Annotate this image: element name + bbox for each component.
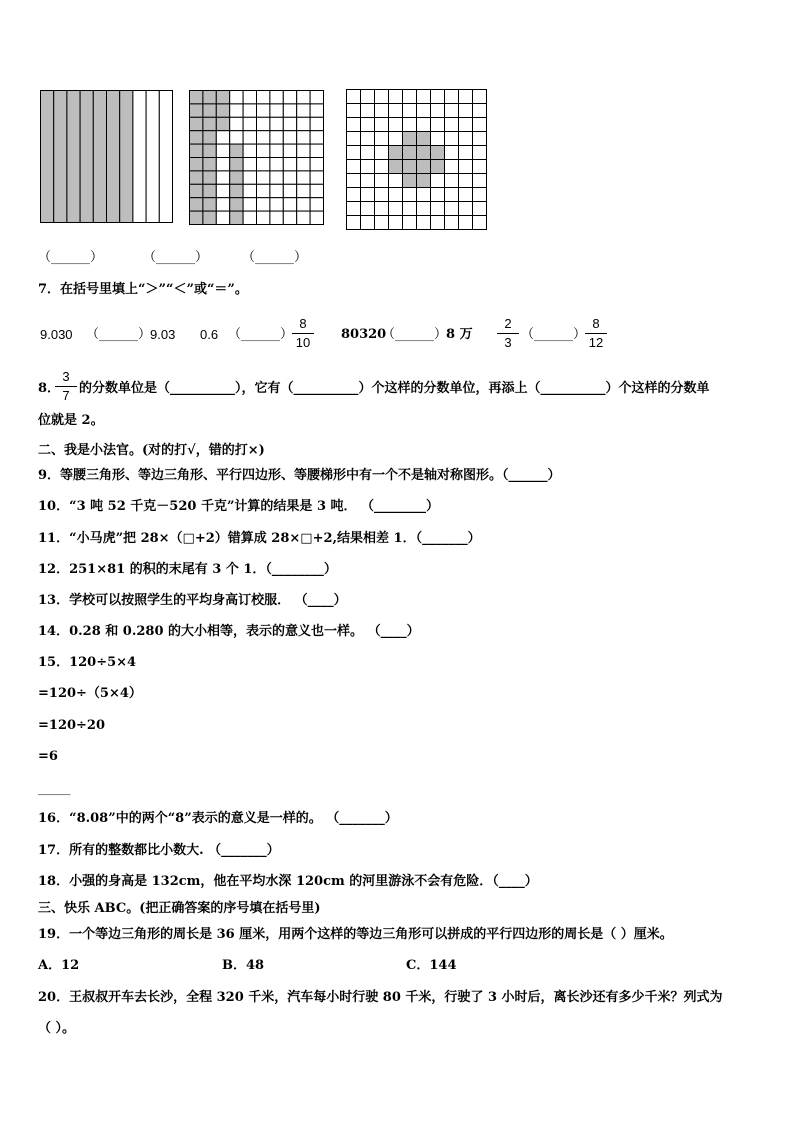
q7-d-denominator-1: 3 bbox=[504, 335, 512, 350]
q7-d-fraction-left bbox=[497, 316, 519, 351]
grid-cell bbox=[347, 104, 361, 118]
grid-cell bbox=[403, 188, 417, 202]
grid-cell bbox=[243, 91, 256, 104]
shaded-cell bbox=[216, 91, 229, 104]
shaded-cell bbox=[190, 131, 203, 144]
grid-cell bbox=[375, 188, 389, 202]
shaded-cell bbox=[190, 184, 203, 197]
shaded-cell bbox=[389, 160, 403, 174]
shaded-cell bbox=[203, 131, 216, 144]
grid-cell bbox=[216, 158, 229, 171]
grid-cell bbox=[216, 171, 229, 184]
grid-cell bbox=[389, 118, 403, 132]
shaded-cell bbox=[203, 184, 216, 197]
grid-cell bbox=[473, 90, 487, 104]
question-15-line-4: =6 bbox=[38, 749, 58, 764]
grid-cell bbox=[257, 144, 270, 157]
grid-cell bbox=[389, 174, 403, 188]
grid-cell bbox=[403, 90, 417, 104]
grid-cell bbox=[283, 91, 296, 104]
grid-cell bbox=[445, 118, 459, 132]
grid-figure-l-shape bbox=[189, 90, 325, 226]
q7-c-blank[interactable]: （______） bbox=[382, 327, 448, 342]
shaded-strip bbox=[41, 91, 54, 223]
shaded-strip bbox=[54, 91, 67, 223]
grid-cell bbox=[270, 91, 283, 104]
grid-cell bbox=[243, 211, 256, 224]
grid-cell bbox=[417, 118, 431, 132]
grid-cell bbox=[347, 132, 361, 146]
grid-cell bbox=[473, 118, 487, 132]
question-20-line-1: 20．王叔叔开车去长沙，全程 320 千米，汽车每小时行驶 80 千米，行驶了 3 小时后，离长沙还有多少千米？列式为 bbox=[38, 990, 723, 1005]
q7-d-numerator-2: 8 bbox=[592, 316, 600, 331]
q8-fraction bbox=[55, 369, 77, 404]
shaded-cell bbox=[403, 132, 417, 146]
grid-cell bbox=[445, 216, 459, 230]
question-15-line-3: =120÷20 bbox=[38, 718, 106, 733]
grid-cell bbox=[310, 91, 323, 104]
grid-cell bbox=[283, 117, 296, 130]
grid-cell bbox=[283, 104, 296, 117]
grid-cell bbox=[310, 158, 323, 171]
shaded-cell bbox=[203, 104, 216, 117]
shaded-cell bbox=[190, 104, 203, 117]
empty-strip bbox=[159, 91, 172, 223]
q8-numerator: 3 bbox=[62, 369, 70, 384]
shaded-cell bbox=[203, 144, 216, 157]
shaded-strip bbox=[120, 91, 133, 223]
grid-cell bbox=[361, 188, 375, 202]
grid-cell bbox=[347, 90, 361, 104]
shaded-cell bbox=[417, 132, 431, 146]
grid-cell bbox=[297, 171, 310, 184]
grid-cell bbox=[403, 216, 417, 230]
grid-cell bbox=[445, 202, 459, 216]
question-16: 16．“8.08”中的两个“8”表示的意义是一样的。 （_______） bbox=[38, 811, 398, 826]
grid-cell bbox=[257, 117, 270, 130]
empty-strip bbox=[133, 91, 146, 223]
grid-cell bbox=[310, 144, 323, 157]
grid-cell bbox=[445, 188, 459, 202]
grid-cell bbox=[297, 211, 310, 224]
grid-cell bbox=[473, 160, 487, 174]
grid-cell bbox=[459, 160, 473, 174]
grid-cell bbox=[243, 144, 256, 157]
grid-cell bbox=[283, 158, 296, 171]
grid-cell bbox=[459, 202, 473, 216]
grid-cell bbox=[310, 198, 323, 211]
grid-cell bbox=[431, 202, 445, 216]
q7-d-blank[interactable]: （______） bbox=[521, 327, 587, 342]
q7-b-denominator: 10 bbox=[295, 335, 311, 350]
shaded-cell bbox=[190, 211, 203, 224]
q7-b-blank[interactable]: （______） bbox=[228, 327, 294, 342]
grid-cell bbox=[283, 184, 296, 197]
figure-2-answer-blank[interactable]: （______） bbox=[143, 250, 209, 265]
grid-cell bbox=[310, 104, 323, 117]
grid-cell bbox=[375, 146, 389, 160]
shaded-cell bbox=[417, 160, 431, 174]
q19-option-b[interactable]: B．48 bbox=[222, 958, 265, 973]
grid-cell bbox=[257, 198, 270, 211]
shaded-cell bbox=[190, 144, 203, 157]
grid-cell bbox=[216, 144, 229, 157]
question-18: 18．小强的身高是 132cm，他在平均水深 120cm 的河里游泳不会有危险．（____） bbox=[38, 874, 538, 889]
shaded-cell bbox=[230, 211, 243, 224]
question-15-answer-blank[interactable]: _____ bbox=[38, 781, 71, 796]
q7-d-fraction-right bbox=[585, 316, 607, 351]
grid-cell bbox=[375, 202, 389, 216]
shaded-cell bbox=[230, 184, 243, 197]
grid-cell bbox=[257, 171, 270, 184]
grid-cell bbox=[310, 184, 323, 197]
grid-cell bbox=[257, 104, 270, 117]
shaded-strip bbox=[80, 91, 93, 223]
shaded-cell bbox=[203, 198, 216, 211]
grid-cell bbox=[297, 131, 310, 144]
grid-cell bbox=[270, 131, 283, 144]
grid-cell bbox=[270, 158, 283, 171]
grid-cell bbox=[257, 184, 270, 197]
q8-label: 8． bbox=[38, 381, 61, 396]
q7-c-left: 80320 bbox=[341, 327, 387, 342]
grid-cell bbox=[375, 160, 389, 174]
grid-cell bbox=[375, 90, 389, 104]
grid-cell bbox=[459, 146, 473, 160]
grid-cell bbox=[431, 118, 445, 132]
q7-d-numerator-1: 2 bbox=[504, 316, 512, 331]
grid-cell bbox=[417, 90, 431, 104]
grid-cell bbox=[283, 198, 296, 211]
grid-cell bbox=[361, 202, 375, 216]
grid-cell bbox=[243, 131, 256, 144]
shaded-cell bbox=[203, 117, 216, 130]
question-9: 9．等腰三角形、等边三角形、平行四边形、等腰梯形中有一个不是轴对称图形。（______） bbox=[38, 468, 561, 483]
grid-cell bbox=[431, 188, 445, 202]
grid-cell bbox=[283, 211, 296, 224]
section-3-heading: 三、快乐 ABC。(把正确答案的序号填在括号里) bbox=[38, 901, 321, 916]
grid-cell bbox=[216, 131, 229, 144]
shaded-cell bbox=[230, 198, 243, 211]
grid-cell bbox=[243, 158, 256, 171]
q8-denominator: 7 bbox=[62, 388, 70, 403]
q7-a-blank[interactable]: （______） bbox=[86, 327, 152, 342]
grid-cell bbox=[403, 202, 417, 216]
grid-cell bbox=[297, 144, 310, 157]
shaded-cell bbox=[216, 104, 229, 117]
grid-cell bbox=[445, 146, 459, 160]
grid-cell bbox=[473, 188, 487, 202]
grid-cell bbox=[375, 104, 389, 118]
figure-3-answer-blank[interactable]: （______） bbox=[242, 250, 308, 265]
grid-cell bbox=[297, 158, 310, 171]
grid-cell bbox=[361, 104, 375, 118]
q7-b-numerator: 8 bbox=[299, 316, 307, 331]
grid-cell bbox=[459, 104, 473, 118]
grid-cell bbox=[310, 211, 323, 224]
grid-cell bbox=[270, 211, 283, 224]
grid-cell bbox=[257, 211, 270, 224]
grid-cell bbox=[361, 146, 375, 160]
grid-cell bbox=[473, 174, 487, 188]
grid-cell bbox=[297, 104, 310, 117]
question-13: 13．学校可以按照学生的平均身高订校服． （____） bbox=[38, 593, 347, 608]
shaded-cell bbox=[403, 174, 417, 188]
shaded-cell bbox=[190, 198, 203, 211]
grid-cell bbox=[459, 216, 473, 230]
question-19: 19．一个等边三角形的周长是 36 厘米，用两个这样的等边三角形可以拼成的平行四边形的周长是（ ）厘米。 bbox=[38, 927, 673, 942]
grid-cell bbox=[243, 104, 256, 117]
grid-cell bbox=[361, 160, 375, 174]
grid-cell bbox=[445, 132, 459, 146]
question-15-line-2: =120÷（5×4） bbox=[38, 686, 142, 701]
grid-cell bbox=[283, 171, 296, 184]
grid-cell bbox=[431, 174, 445, 188]
grid-cell bbox=[361, 174, 375, 188]
shaded-cell bbox=[389, 146, 403, 160]
grid-cell bbox=[297, 117, 310, 130]
grid-cell bbox=[310, 117, 323, 130]
grid-cell bbox=[297, 91, 310, 104]
grid-cell bbox=[375, 118, 389, 132]
grid-cell bbox=[417, 202, 431, 216]
shaded-cell bbox=[230, 144, 243, 157]
grid-cell bbox=[473, 104, 487, 118]
grid-cell bbox=[473, 132, 487, 146]
grid-cell bbox=[243, 117, 256, 130]
shaded-cell bbox=[203, 171, 216, 184]
grid-cell bbox=[459, 188, 473, 202]
grid-cell bbox=[473, 216, 487, 230]
q7-a-left: 9.030 bbox=[40, 327, 73, 342]
grid-cell bbox=[230, 117, 243, 130]
grid-cell bbox=[389, 90, 403, 104]
empty-strip bbox=[146, 91, 159, 223]
grid-cell bbox=[375, 132, 389, 146]
q7-d-denominator-2: 12 bbox=[588, 335, 604, 350]
question-10: 10．“3 吨 52 千克－520 千克”计算的结果是 3 吨． （________） bbox=[38, 499, 440, 514]
grid-cell bbox=[283, 131, 296, 144]
shaded-cell bbox=[190, 158, 203, 171]
grid-cell bbox=[243, 171, 256, 184]
shaded-cell bbox=[230, 171, 243, 184]
question-12: 12．251×81 的积的末尾有 3 个 1．（________） bbox=[38, 562, 337, 577]
grid-cell bbox=[445, 90, 459, 104]
shaded-cell bbox=[203, 158, 216, 171]
shaded-cell bbox=[190, 91, 203, 104]
grid-cell bbox=[431, 216, 445, 230]
grid-cell bbox=[389, 188, 403, 202]
grid-cell bbox=[216, 211, 229, 224]
grid-cell bbox=[473, 202, 487, 216]
grid-cell bbox=[310, 131, 323, 144]
grid-cell bbox=[361, 216, 375, 230]
shaded-cell bbox=[190, 117, 203, 130]
grid-cell bbox=[243, 198, 256, 211]
grid-cell bbox=[445, 174, 459, 188]
grid-cell bbox=[459, 132, 473, 146]
shaded-cell bbox=[203, 91, 216, 104]
shaded-strip bbox=[67, 91, 80, 223]
grid-cell bbox=[459, 174, 473, 188]
figure-1-answer-blank[interactable]: （______） bbox=[38, 250, 104, 265]
shaded-cell bbox=[431, 146, 445, 160]
question-17: 17．所有的整数都比小数大. （_______） bbox=[38, 843, 280, 858]
grid-cell bbox=[270, 171, 283, 184]
grid-cell bbox=[403, 104, 417, 118]
q7-b-fraction bbox=[292, 316, 314, 351]
grid-cell bbox=[347, 118, 361, 132]
grid-cell bbox=[230, 104, 243, 117]
grid-cell bbox=[257, 158, 270, 171]
question-7-text: 7．在括号里填上“＞”“＜”或“＝”。 bbox=[38, 282, 248, 297]
grid-cell bbox=[389, 216, 403, 230]
grid-cell bbox=[403, 118, 417, 132]
q7-b-left: 0.6 bbox=[200, 327, 219, 342]
question-20-line-2: （ ）。 bbox=[38, 1021, 76, 1036]
grid-figure-plus-shape bbox=[346, 89, 487, 230]
shaded-cell bbox=[216, 117, 229, 130]
grid-cell bbox=[431, 90, 445, 104]
shaded-cell bbox=[417, 174, 431, 188]
q8-text-line-1: 的分数单位是（__________），它有（__________）个这样的分数单位，再添上（__________）个这样的分数单 bbox=[79, 381, 710, 396]
grid-cell bbox=[347, 174, 361, 188]
grid-cell bbox=[216, 184, 229, 197]
question-15-line-1: 15．120÷5×4 bbox=[38, 655, 137, 670]
grid-cell bbox=[297, 198, 310, 211]
grid-cell bbox=[347, 188, 361, 202]
shaded-cell bbox=[190, 171, 203, 184]
grid-cell bbox=[459, 90, 473, 104]
grid-cell bbox=[347, 160, 361, 174]
grid-figure-columns bbox=[40, 90, 174, 224]
grid-cell bbox=[310, 171, 323, 184]
grid-cell bbox=[375, 216, 389, 230]
shaded-cell bbox=[203, 211, 216, 224]
grid-cell bbox=[375, 174, 389, 188]
shaded-cell bbox=[230, 158, 243, 171]
grid-cell bbox=[243, 184, 256, 197]
shaded-cell bbox=[403, 160, 417, 174]
question-11: 11．“小马虎”把 28×（□+2）错算成 28×□+2,结果相差 1．（_______） bbox=[38, 531, 481, 546]
q7-c-right: 8 万 bbox=[446, 327, 473, 342]
q19-option-c[interactable]: C．144 bbox=[406, 958, 457, 973]
grid-cell bbox=[270, 117, 283, 130]
grid-cell bbox=[417, 188, 431, 202]
grid-cell bbox=[270, 104, 283, 117]
grid-cell bbox=[445, 160, 459, 174]
grid-cell bbox=[361, 90, 375, 104]
q19-option-a[interactable]: A．12 bbox=[38, 958, 80, 973]
grid-cell bbox=[347, 216, 361, 230]
shaded-cell bbox=[403, 146, 417, 160]
grid-cell bbox=[389, 132, 403, 146]
grid-cell bbox=[347, 202, 361, 216]
grid-cell bbox=[230, 91, 243, 104]
grid-cell bbox=[431, 132, 445, 146]
grid-cell bbox=[230, 131, 243, 144]
shaded-cell bbox=[417, 146, 431, 160]
grid-cell bbox=[389, 202, 403, 216]
grid-cell bbox=[270, 184, 283, 197]
grid-cell bbox=[473, 146, 487, 160]
grid-cell bbox=[361, 118, 375, 132]
shaded-cell bbox=[431, 160, 445, 174]
q8-text-line-2: 位就是 2。 bbox=[38, 413, 104, 428]
section-2-heading: 二、我是小法官。(对的打√，错的打×) bbox=[38, 443, 265, 458]
grid-cell bbox=[445, 104, 459, 118]
grid-cell bbox=[389, 104, 403, 118]
grid-cell bbox=[270, 144, 283, 157]
grid-cell bbox=[270, 198, 283, 211]
grid-cell bbox=[417, 216, 431, 230]
grid-cell bbox=[347, 146, 361, 160]
grid-cell bbox=[216, 198, 229, 211]
q7-a-right: 9.03 bbox=[150, 327, 176, 342]
grid-cell bbox=[257, 131, 270, 144]
shaded-strip bbox=[93, 91, 106, 223]
grid-cell bbox=[459, 118, 473, 132]
grid-cell bbox=[361, 132, 375, 146]
grid-cell bbox=[431, 104, 445, 118]
shaded-strip bbox=[107, 91, 120, 223]
grid-cell bbox=[283, 144, 296, 157]
grid-cell bbox=[297, 184, 310, 197]
question-14: 14．0.28 和 0.280 的大小相等，表示的意义也一样。 （____） bbox=[38, 624, 420, 639]
grid-cell bbox=[257, 91, 270, 104]
grid-cell bbox=[417, 104, 431, 118]
